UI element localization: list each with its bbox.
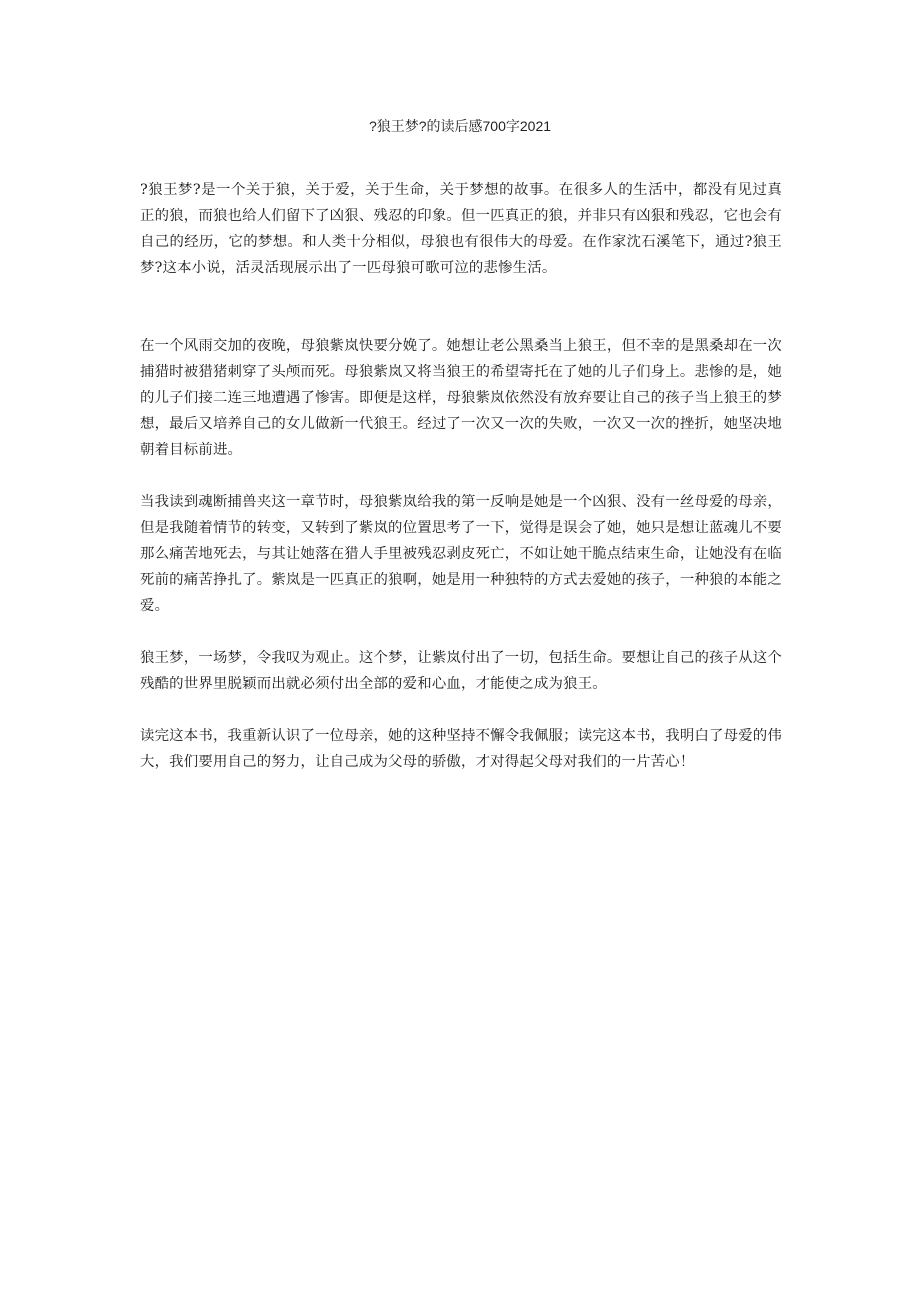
paragraph-intro: ?狼王梦?是一个关于狼，关于爱，关于生命，关于梦想的故事。在很多人的生活中，都没有见过真正的狼，而狼也给人们留下了凶狠、残忍的印象。但一匹真正的狼，并非只有凶狠和残忍，它也会有自己的经历，它的梦想。和人类十分相似，母狼也有很伟大的母爱。在作家沈石溪笔下，通过?狼王梦?这本小说，活灵活现展示出了一匹母狼可歌可泣的悲惨生活。	[140, 182, 782, 276]
document-body	[140, 177, 782, 775]
paragraph-plot: 在一个风雨交加的夜晚，母狼紫岚快要分娩了。她想让老公黑桑当上狼王，但不幸的是黑桑却在一次捕猎时被猎猪刺穿了头颅而死。母狼紫岚又将当狼王的希望寄托在了她的儿子们身上。悲惨的是，她的儿子们接二连三地遭遇了惨害。即便是这样，母狼紫岚依然没有放弃要让自己的孩子当上狼王的梦想，最后又培养自己的女儿做新一代狼王。经过了一次又一次的失败，一次又一次的挫折，她坚决地朝着目标前进。	[140, 338, 782, 458]
paragraph-reflection: 当我读到魂断捕兽夹这一章节时，母狼紫岚给我的第一反响是她是一个凶狠、没有一丝母爱的母亲，但是我随着情节的转变，又转到了紫岚的位置思考了一下，觉得是误会了她，她只是想让蓝魂儿不要那么痛苦地死去，与其让她落在猎人手里被残忍剥皮死亡，不如让她干脆点结束生命，让她没有在临死前的痛苦挣扎了。紫岚是一匹真正的狼啊，她是用一种独特的方式去爱她的孩子，一种狼的本能之爱。	[140, 494, 782, 614]
document-title: ?狼王梦?的读后感700字2021	[368, 118, 552, 134]
paragraph-conclusion: 读完这本书，我重新认识了一位母亲，她的这种坚持不懈令我佩服；读完这本书，我明白了母爱的伟大，我们要用自己的努力，让自己成为父母的骄傲，才对得起父母对我们的一片苦心！	[140, 728, 782, 770]
paragraph-dream: 狼王梦，一场梦，令我叹为观止。这个梦，让紫岚付出了一切，包括生命。要想让自己的孩子从这个残酷的世界里脱颖而出就必须付出全部的爱和心血，才能使之成为狼王。	[140, 650, 782, 692]
